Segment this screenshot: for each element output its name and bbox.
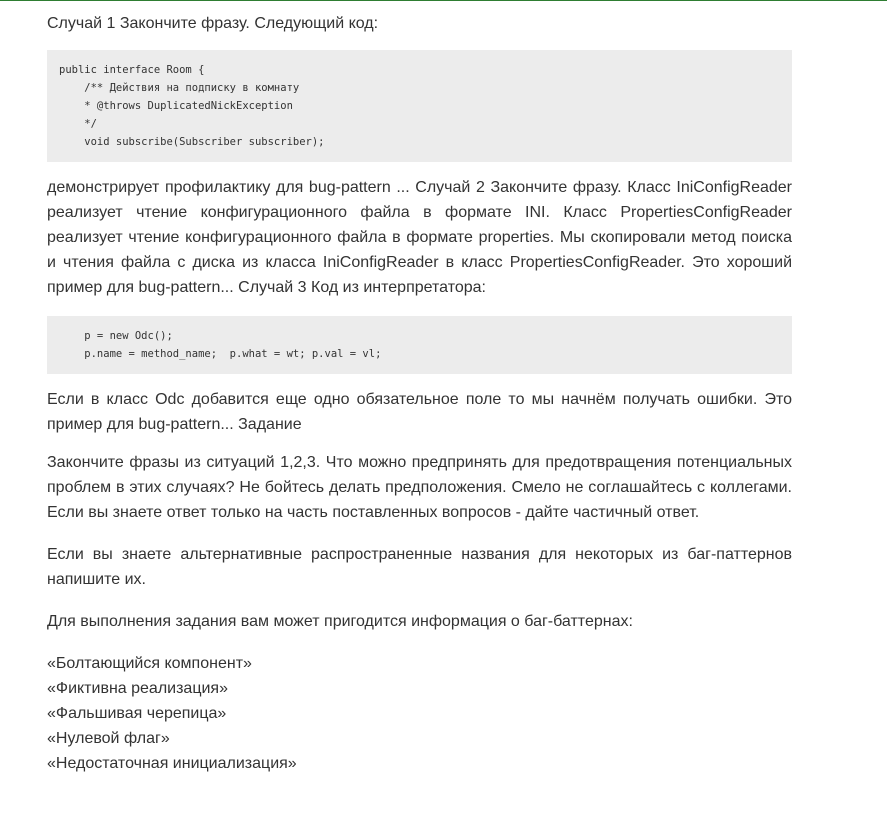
code-line: void subscribe(Subscriber subscriber); [59,136,325,148]
code-block-room-interface [47,50,792,162]
pattern-list [47,651,792,776]
paragraph-task: Закончите фразы из ситуаций 1,2,3. Что можно предпринять для предотвращения потенциальных проблем в этих случаях? Не бойтесь делать предположения. Смело не соглашайтесь с коллегами. Если вы знаете ответ только на часть поставленных вопросов - дайте частичный ответ. [47,454,792,521]
paragraph-cases-2-3: демонстрирует профилактику для bug-pattern ... Случай 2 Закончите фразу. Класс IniConfigReader реализует чтение конфигурационного файла в формате INI. Класс PropertiesConfigReader реализует чтение конфигурационного файла в формате properties. Мы скопировали метод поиска и чтения файла с диска из класса IniConfigReader в класс PropertiesConfigReader. Это хороший пример для bug-pattern... Случай 3 Код из интерпретатора: [47,179,792,296]
pattern-item: «Болтающийся компонент» [47,655,252,672]
paragraph-info: Для выполнения задания вам может пригодится информация о баг-баттернах: [47,613,633,630]
code-line: p = new Odc(); [59,330,173,342]
pattern-item: «Фиктивна реализация» [47,680,228,697]
pattern-item: «Нулевой флаг» [47,730,170,747]
paragraph-alt-names: Если вы знаете альтернативные распространенные названия для некоторых из баг-паттернов напишите их. [47,546,792,588]
code-line: */ [59,118,97,130]
article-content [47,0,792,776]
code-line: /** Действия на подписку в комнату [59,82,300,94]
code-block-interpreter [47,316,792,374]
code-line: p.name = method_name; p.what = wt; p.val = vl; [59,348,382,360]
paragraph-odc-errors: Если в класс Odc добавится еще одно обязательное поле то мы начнём получать ошибки. Это пример для bug-pattern... Задание [47,391,792,433]
case-1-intro: Случай 1 Закончите фразу. Следующий код: [47,15,379,32]
code-line: * @throws DuplicatedNickException [59,100,293,112]
pattern-item: «Недостаточная инициализация» [47,755,297,772]
pattern-item: «Фальшивая черепица» [47,705,227,722]
code-line: public interface Room { [59,64,205,76]
